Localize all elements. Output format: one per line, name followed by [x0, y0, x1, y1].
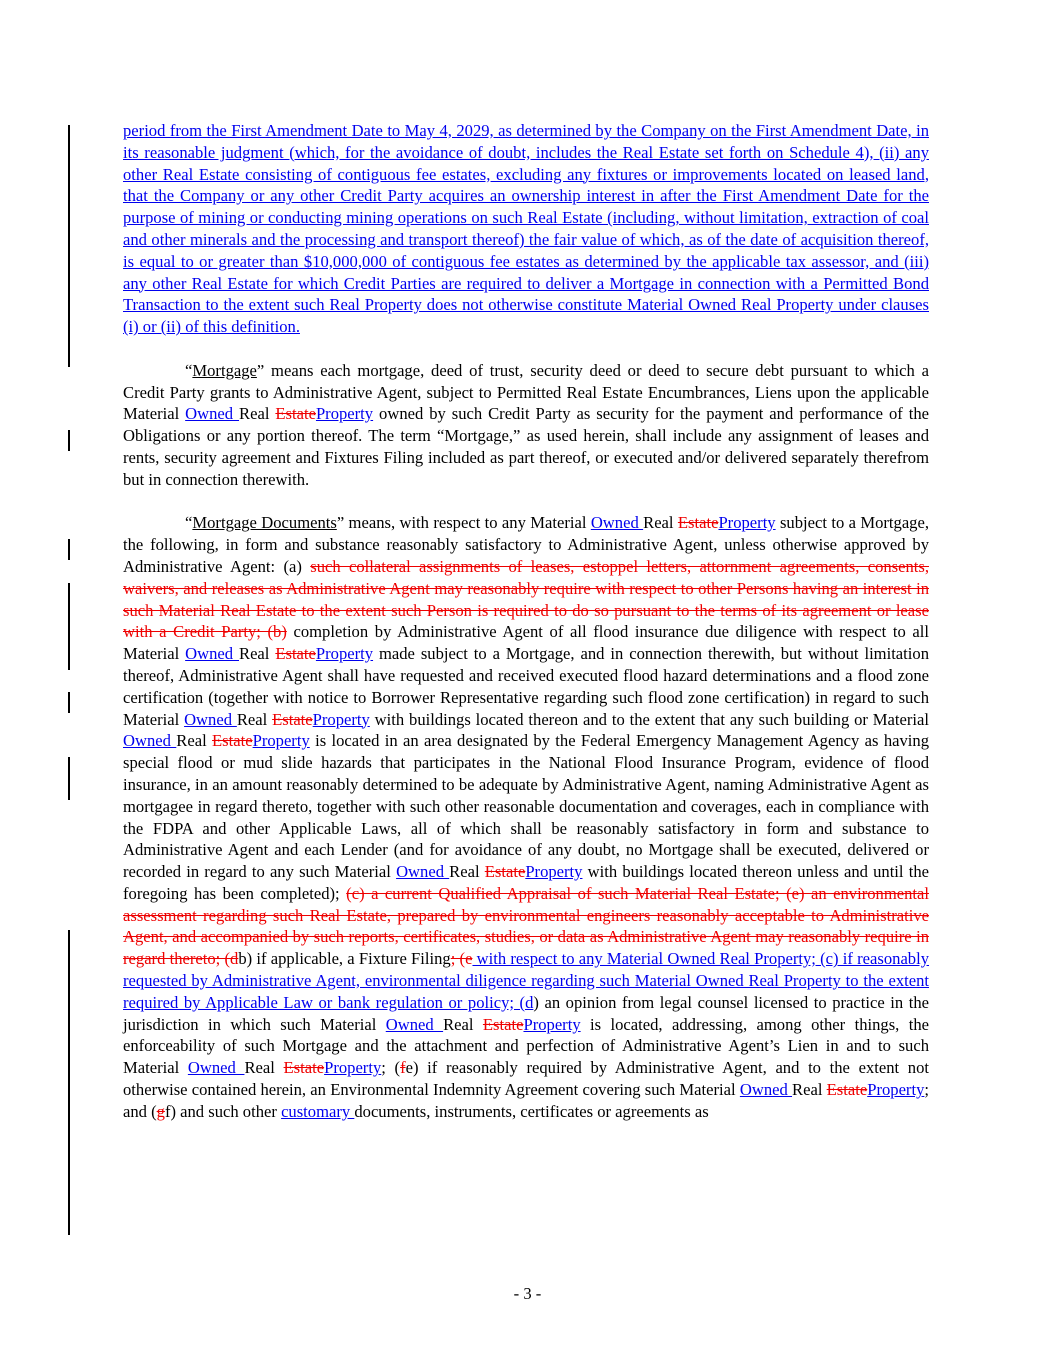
deleted-text: Estate: [826, 1080, 868, 1100]
deleted-text: ; (e: [450, 949, 473, 969]
inserted-text: customary: [281, 1101, 355, 1121]
page-number: - 3 -: [513, 1284, 542, 1303]
text-run: Real: [643, 513, 678, 533]
change-bar: [68, 692, 70, 713]
inserted-text: Owned: [187, 1058, 245, 1078]
text-run: is located, addressing, among other things, the enforceability of such Mortgage and the attachment and perfection of Administrative Agent’s Lien in and to such Material: [123, 1014, 930, 1078]
change-bar: [68, 757, 70, 800]
inserted-text: Owned: [185, 644, 239, 664]
deleted-text: such collateral assignments of leases, estoppel letters, attornment agreements, consents, waivers, and releases as Administrative Agent may reasonably require with respect to other Persons having an interest in such Material Real Estate to the extent such Person is required to do so pursuant to the terms of its agreement or lease with a Credit Party; (b): [123, 556, 929, 642]
document-body: [123, 120, 929, 1123]
text-run: made subject to a Mortgage, and in connection therewith, but without limitation thereof, Administrative Agent shall have requested and received executed flood hazard determinations and a flood zone certification (together with notice to Borrower Representative regarding such flood zone certification) in regard to such Material: [123, 644, 929, 729]
defined-term: Mortgage Documents: [192, 513, 337, 533]
deleted-text: Estate: [275, 404, 316, 424]
text-run: ) an opinion from legal counsel licensed to practice in the jurisdiction in which such Material: [123, 992, 930, 1034]
text-run: “: [185, 513, 193, 533]
text-run: f) and such other: [164, 1101, 282, 1121]
text-run: with buildings located thereon and to the extent that any such building or Material: [369, 709, 929, 729]
text-run: e) if reasonably required by Administrative Agent, and to the extent not otherwise contained herein, an Environmental Indemnity Agreement covering such Material: [123, 1058, 929, 1100]
deleted-text: g: [156, 1101, 165, 1121]
inserted-text: Owned: [123, 731, 177, 751]
text-run: is located in an area designated by the Federal Emergency Management Agency as having special flood or mud slide hazards that participates in the National Flood Insurance Program, evidence of flood insurance, in an amount reasonably determined to be adequate by Administrative Agent, naming Administrative Agent as mortgagee in regard thereto, together with such other reasonable documentation and coverages, each in compliance with the FDPA and other Applicable Laws, all of which shall be reasonably satisfactory in form and substance to Administrative Agent and each Lender (and for avoidance of any doubt, no Mortgage shall be executed, delivered or recorded in regard to any such Material: [123, 731, 929, 882]
inserted-text: period from the First Amendment Date to May 4, 2029, as determined by the Company on the First Amendment Date, in its reasonable judgment (which, for the avoidance of doubt, includes the Real Estate set forth on Schedule 4), (ii) any other Real Estate consisting of contiguous fee estates, excluding any fixtures or improvements located on leased land, that the Company or any other Credit Party acquires an ownership interest in after the First Amendment Date for the purpose of mining or conducting mining operations on such Real Estate (including, without limitation, extraction of coal and other minerals and the processing and transport thereof) the fair value of which, as of the date of acquisition thereof, is equal to or greater than $10,000,000 of contiguous fee estates as determined by the applicable tax assessor, and (iii) any other Real Estate for which Credit Parties are required to deliver a Mortgage in connection with a Permitted Bond Transaction to the extent such Real Property does not otherwise constitute Material Owned Real Property under clauses (i) or (ii) of this definition.: [123, 121, 929, 337]
inserted-text: Owned: [385, 1014, 444, 1034]
inserted-text: Owned: [184, 709, 237, 729]
inserted-text: Owned: [396, 862, 450, 882]
inserted-text: Owned: [739, 1080, 793, 1100]
text-run: owned by such Credit Party as security for the payment and performance of the Obligations or any portion thereof. The term “Mortgage,” as used herein, shall include any assignment of leases and rents, security agreement and Fixtures Filing included as part thereof, or executed and/or delivered separately therefrom but in connection therewith.: [123, 404, 930, 489]
material-owned-real-property-definition-continuation: [123, 120, 929, 338]
inserted-text: Property: [252, 731, 310, 751]
inserted-text: Property: [525, 862, 583, 882]
text-run: Real: [236, 709, 273, 729]
inserted-text: Property: [315, 644, 374, 664]
text-run: Real: [176, 731, 213, 751]
deleted-text: Estate: [275, 644, 316, 664]
change-bar: [68, 583, 70, 670]
deleted-text: f: [400, 1058, 406, 1078]
mortgage-definition: [123, 360, 929, 491]
inserted-text: Property: [718, 513, 776, 533]
text-run: “: [185, 360, 193, 380]
change-bar: [68, 125, 70, 367]
text-run: completion by Administrative Agent of all flood insurance due diligence with respect to all Material: [123, 622, 929, 664]
mortgage-documents-definition: [123, 512, 929, 1122]
inserted-text: Property: [324, 1058, 382, 1078]
text-run: Real: [244, 1058, 284, 1078]
inserted-text: Property: [867, 1080, 925, 1100]
text-run: with buildings located thereon unless and until the foregoing has been completed);: [123, 862, 929, 903]
deleted-text: Estate: [484, 862, 526, 882]
inserted-text: with respect to any Material Owned Real Property; (c) if reasonably requested by Administrative Agent, environmental diligence regarding such Material Owned Real Property to the extent required by Applicable Law or bank regulation or policy; (d: [123, 949, 930, 1012]
text-run: Real: [792, 1080, 827, 1100]
inserted-text: Property: [315, 404, 374, 424]
defined-term: Mortgage: [192, 360, 257, 380]
text-run: Real: [449, 862, 485, 882]
text-run: Real: [239, 644, 276, 664]
text-run: ; (: [381, 1058, 401, 1078]
text-run: ; and (: [123, 1080, 929, 1121]
inserted-text: Owned: [590, 513, 644, 533]
text-run: subject to a Mortgage, the following, in form and substance reasonably satisfactory to Administrative Agent, unless otherwise approved by Administrative Agent: (a): [123, 513, 929, 576]
text-run: Real: [239, 404, 276, 424]
inserted-text: Property: [523, 1014, 581, 1034]
change-bar: [68, 539, 70, 560]
change-bar: [68, 930, 70, 1235]
inserted-text: Property: [312, 709, 370, 729]
text-run: ” means each mortgage, deed of trust, security deed or deed to secure debt pursuant to which a Credit Party grants to Administrative Agent, subject to Permitted Real Estate Encumbrances, Liens upon the applicable Material: [123, 360, 929, 424]
deleted-text: Estate: [272, 709, 313, 729]
text-run: Real: [443, 1014, 483, 1034]
deleted-text: Estate: [283, 1058, 325, 1078]
deleted-text: Estate: [677, 513, 719, 533]
deleted-text: (c) a current Qualified Appraisal of such Material Real Estate; (e) an environmental assessment regarding such Real Estate, prepared by environmental engineers reasonably acceptable to Administrative Agent, and accompanied by such reports, certificates, studies, or data as Administrative Agent may reasonably require in regard thereto; (d: [123, 883, 929, 969]
deleted-text: Estate: [482, 1014, 524, 1034]
deleted-text: Estate: [212, 731, 253, 751]
text-run: b) if applicable, a Fixture Filing: [238, 949, 451, 969]
text-run: ” means, with respect to any Material: [336, 513, 591, 533]
text-run: documents, instruments, certificates or agreements as: [354, 1101, 709, 1121]
inserted-text: Owned: [185, 404, 240, 424]
change-bar: [68, 430, 70, 451]
